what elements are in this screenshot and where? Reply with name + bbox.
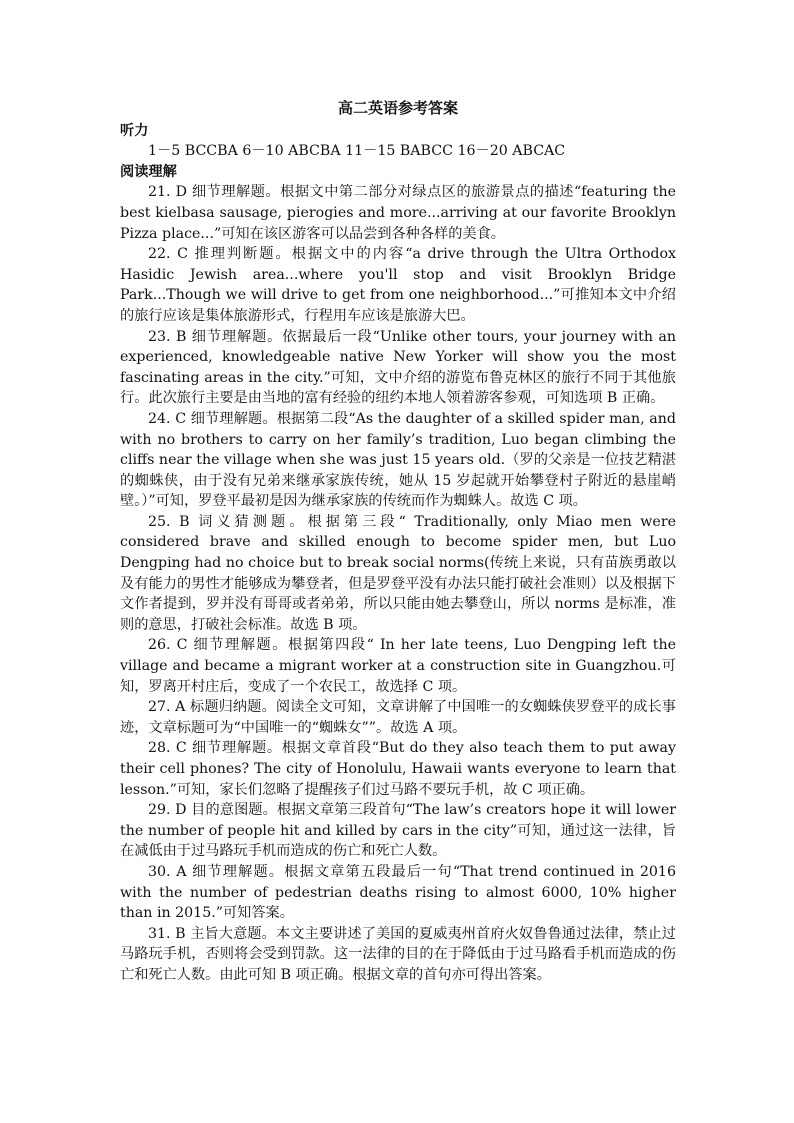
answer-item-23: 23. B 细节理解题。依据最后一段“Unlike other tours, your journey with an experienced, knowledgeable native New Yorker will show you the most fascinating areas in the city.”可知，文中介绍的游览布鲁克林区的旅行不同于其他旅行。此次旅行主要是由当地的富有经验的纽约本地人领着游客参观，可知选项 B 正确。 bbox=[120, 328, 676, 407]
answer-item-22: 22. C 推理判断题。根据文中的内容“a drive through the Ultra Orthodox Hasidic Jewish area...where you'll stop and visit Brooklyn Bridge Park...Though we will drive to get from one neighborhood...”可推知本文中介绍的旅行应该是集体旅游形式，行程用车应该是旅游大巴。 bbox=[120, 246, 676, 324]
answer-item-30: 30. A 细节理解题。根据文章第五段最后一句“That trend continued in 2016 with the number of pedestrian deaths rising to almost 6000, 10% higher than in 2015.”可知答案。 bbox=[120, 863, 676, 922]
answer-item-28: 28. C 细节理解题。根据文章首段“But do they also teach them to put away their cell phones? The city of Honolulu, Hawaii wants everyone to learn that lesson.”可知，家长们忽略了提醒孩子们过马路不要玩手机，故 C 项正确。 bbox=[120, 740, 676, 798]
answer-item-21: 21. D 细节理解题。根据文中第二部分对绿点区的旅游景点的描述“featuring the best kielbasa sausage, pierogies and more...arriving at our favorite Brooklyn Pizza place...”可知在该区游客可以品尝到各种各样的美食。 bbox=[120, 184, 676, 242]
answer-item-31: 31. B 主旨大意题。本文主要讲述了美国的夏威夷州首府火奴鲁鲁通过法律，禁止过马路玩手机，否则将会受到罚款。这一法律的目的在于降低由于过马路看手机而造成的伤亡和死亡人数。由此可知 B 项正确。根据文章的首句亦可得出答案。 bbox=[120, 925, 676, 983]
answer-item-29: 29. D 目的意图题。根据文章第三段首句“The law’s creators hope it will lower the number of people hit and killed by cars in the city”可知，通过这一法律，旨在减低由于过马路玩手机而造成的伤亡和死亡人数。 bbox=[120, 802, 676, 860]
answer-document bbox=[120, 92, 676, 986]
listening-answers: 1－5 BCCBA 6－10 ABCBA 11－15 BABCC 16－20 ABCAC bbox=[148, 143, 566, 160]
answer-item-25: 25. B 词义猜测题。根据第三段“ Traditionally, only Miao men were considered brave and skilled enough to become spider men, but Luo Dengping had no choice but to break social norms(传统上来说，只有苗族勇敢以及有能力的男性才能够成为攀登者，但是罗登平没有办法只能打破社会准则）以及根据下文作者提到，罗并没有哥哥或者弟弟，所以只能由她去攀登山，所以 norms 是标准，准则的意思，打破社会标准。故选 B 项。 bbox=[120, 513, 676, 633]
answer-item-24: 24. C 细节理解题。根据第二段“As the daughter of a skilled spider man, and with no brothers to carry on her family’s tradition, Luo began climbing the cliffs near the village when she was just 15 years old.（罗的父亲是一位技艺精湛的蜘蛛侠，由于没有兄弟来继承家族传统，她从 15 岁起就开始攀登村子附近的悬崖峭壁。）”可知，罗登平最初是因为继承家族的传统而作为蜘蛛人。故选 C 项。 bbox=[120, 410, 676, 510]
page-title: 高二英语参考答案 bbox=[337, 99, 458, 117]
answer-item-26: 26. C 细节理解题。根据第四段“ In her late teens, Luo Dengping left the village and became a migrant worker at a construction site in Guangzhou.可知，罗离开村庄后，变成了一个农民工，故选择 C 项。 bbox=[120, 637, 676, 695]
section-heading-reading: 阅读理解 bbox=[120, 163, 177, 180]
section-heading-listening: 听力 bbox=[120, 122, 149, 139]
answer-item-27: 27. A 标题归纳题。阅读全文可知，文章讲解了中国唯一的女蜘蛛侠罗登平的成长事迹，文章标题可为“中国唯一的“蜘蛛女””。故选 A 项。 bbox=[120, 699, 676, 736]
